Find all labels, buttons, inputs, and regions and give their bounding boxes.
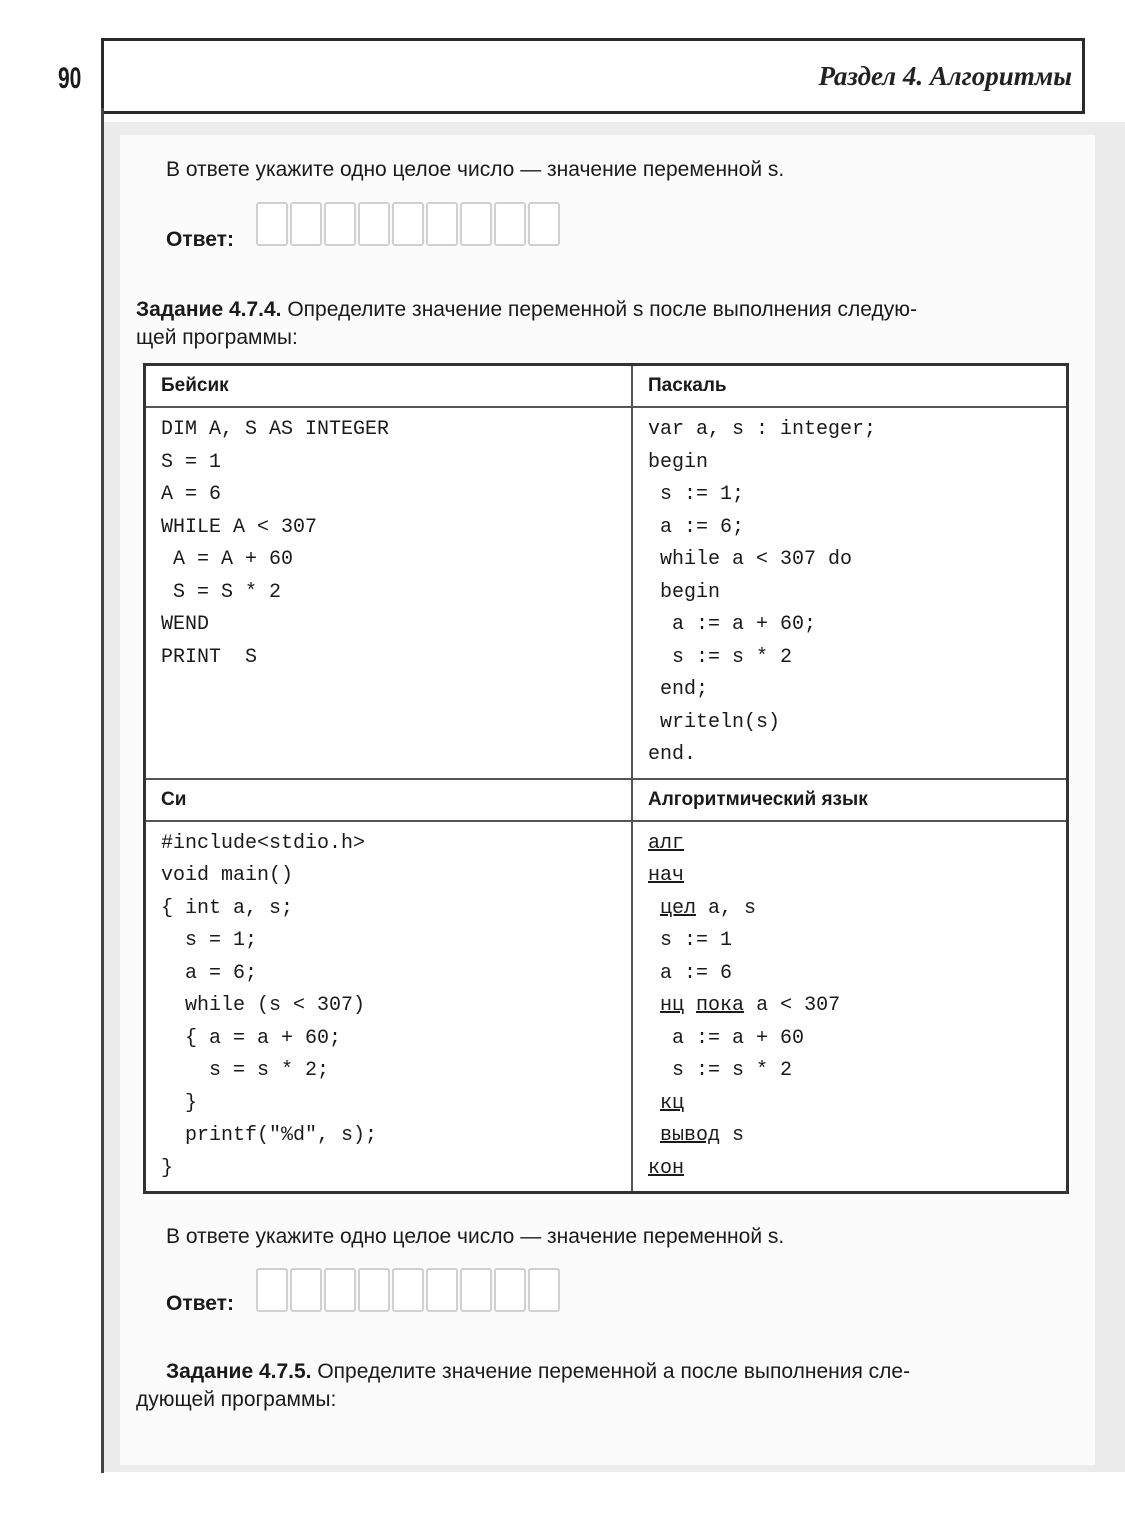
pascal-header: Паскаль <box>632 365 1068 408</box>
task-4-7-5-text-line2: дующей программы: <box>136 1388 337 1411</box>
alg-line5: a := 6 <box>648 961 733 985</box>
kw-poka: пока <box>696 994 745 1017</box>
task-4-7-4-text-line1: Определите значение переменной s после выполнения следую- <box>287 298 917 321</box>
alg-line8: s := s * 2 <box>648 1059 793 1082</box>
task-4-7-5-label: Задание 4.7.5. <box>166 1360 312 1383</box>
alg-line7: a := a + 60 <box>648 1026 805 1050</box>
page-number: 90 <box>58 62 82 95</box>
code-table <box>143 363 1069 1194</box>
answer-label-2: Ответ: <box>166 1292 234 1315</box>
kw-vyvod: вывод <box>660 1124 721 1147</box>
task-4-7-4-label: Задание 4.7.4. <box>136 298 282 321</box>
alg-line4: s := 1 <box>648 929 733 952</box>
intro-instruction: В ответе укажите одно целое число — значение переменной s. <box>166 158 785 181</box>
kw-kon: кон <box>648 1156 685 1180</box>
alg-loop-cond: a < 307 <box>744 994 841 1017</box>
alg-code <box>648 822 1051 1192</box>
section-header <box>101 38 1085 114</box>
c-header: Си <box>145 779 633 821</box>
c-code: #include<stdio.h> void main() { int a, s; s = 1; a = 6; while (s < 307) { a = a + 60; s = s * 2; } printf("%d", s); } <box>161 831 378 1180</box>
kw-nach: нач <box>648 864 685 887</box>
task-4-7-5-text-line1: Определите значение переменной a после выполнения сле- <box>317 1360 911 1383</box>
task-4-7-5 <box>136 1358 1076 1414</box>
answer-input-1[interactable] <box>256 202 562 246</box>
basic-code: DIM A, S AS INTEGER S = 1 A = 6 WHILE A < 307 A = A + 60 S = S * 2 WEND PRINT S <box>161 418 390 669</box>
kw-nc: нц <box>660 994 685 1017</box>
after-table-instruction: В ответе укажите одно целое число — значение переменной s. <box>166 1225 785 1248</box>
basic-header: Бейсик <box>145 365 633 408</box>
answer-input-2[interactable] <box>256 1268 562 1312</box>
section-title: Раздел 4. Алгоритмы <box>818 61 1072 91</box>
alg-header: Алгоритмический язык <box>632 779 1068 821</box>
kw-alg: алг <box>648 831 685 855</box>
task-4-7-4-text-line2: щей программы: <box>136 326 298 349</box>
alg-decl-rest: a, s <box>696 896 757 920</box>
kw-kc: кц <box>660 1091 685 1115</box>
answer-label-1: Ответ: <box>166 228 234 251</box>
kw-cel: цел <box>660 896 697 920</box>
pascal-code: var a, s : integer; begin s := 1; a := 6; while a < 307 do begin a := a + 60; s := s * 2 end; writeln(s) end. <box>648 418 877 766</box>
task-4-7-4 <box>136 296 1076 352</box>
alg-output-rest: s <box>720 1124 745 1147</box>
